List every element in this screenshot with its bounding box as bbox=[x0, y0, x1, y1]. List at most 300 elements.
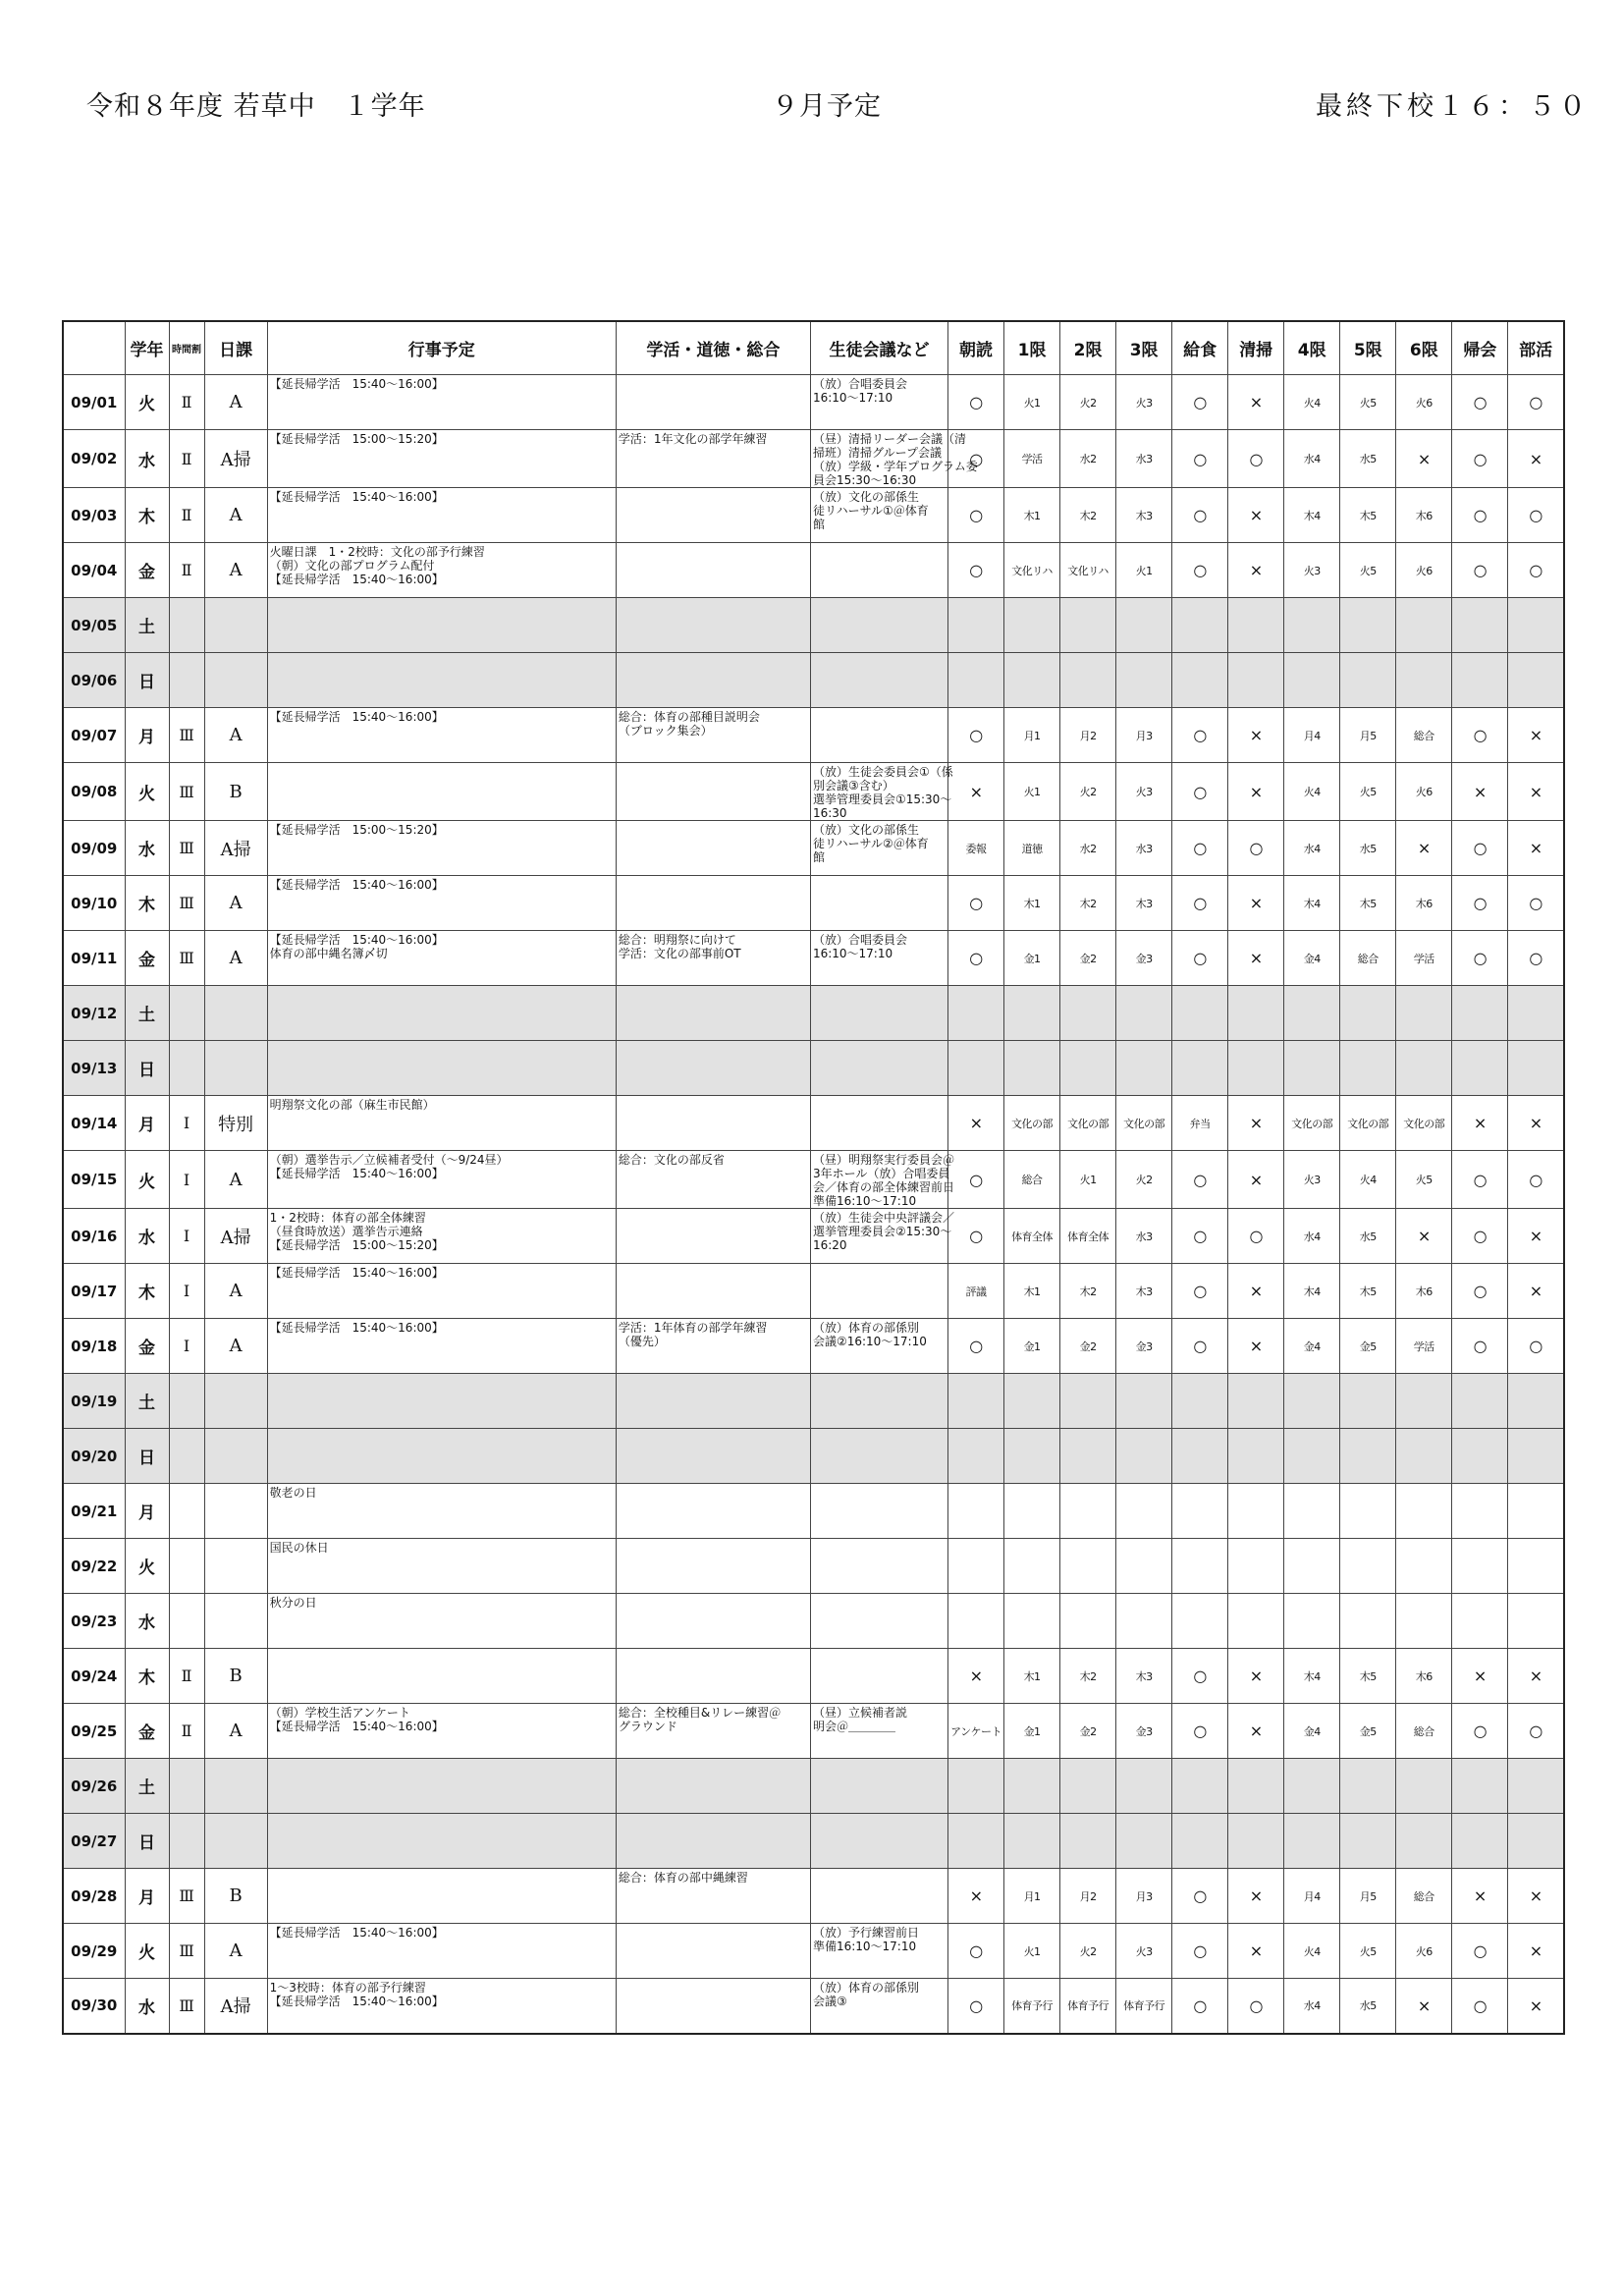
period-cell: ○ bbox=[1172, 708, 1228, 763]
period-cell bbox=[1116, 1594, 1172, 1649]
period-cell: 火4 bbox=[1284, 375, 1340, 430]
event-cell bbox=[267, 1539, 616, 1594]
period-cell: 水4 bbox=[1284, 1979, 1340, 2034]
weekday-cell: 土 bbox=[125, 1759, 169, 1814]
header-month-title: ９月予定 bbox=[772, 91, 882, 122]
date-cell: 09/03 bbox=[63, 488, 125, 543]
council-cell bbox=[810, 1979, 947, 2034]
event-cell bbox=[267, 821, 616, 876]
period-cell bbox=[1172, 653, 1228, 708]
period-cell bbox=[1116, 1429, 1172, 1484]
timetable-cell: Ⅱ bbox=[169, 375, 204, 430]
table-row bbox=[63, 598, 1564, 653]
weekday-cell: 火 bbox=[125, 1924, 169, 1979]
text-line: グラウンド bbox=[618, 1720, 677, 1733]
period-cell: ○ bbox=[1172, 375, 1228, 430]
period-cell bbox=[1172, 1429, 1228, 1484]
weekday-cell: 土 bbox=[125, 598, 169, 653]
day-schedule-cell bbox=[204, 1374, 267, 1429]
date-cell: 09/25 bbox=[63, 1704, 125, 1759]
weekday-cell: 金 bbox=[125, 1704, 169, 1759]
date-cell: 09/10 bbox=[63, 876, 125, 931]
timetable-cell: Ⅱ bbox=[169, 430, 204, 488]
period-cell bbox=[1228, 1041, 1284, 1096]
text-line: 学活：1年文化の部学年練習 bbox=[618, 432, 768, 446]
text-line: 【延長帰学活 15:00～15:20】 bbox=[269, 432, 444, 446]
table-row bbox=[63, 1429, 1564, 1484]
council-cell bbox=[810, 1264, 947, 1319]
column-header: 2限 bbox=[1060, 321, 1116, 375]
table-body bbox=[63, 375, 1564, 2034]
text-line: 【延長帰学活 15:40～16:00】 bbox=[269, 490, 444, 504]
period-cell bbox=[1004, 1041, 1060, 1096]
period-cell: 木6 bbox=[1396, 1649, 1452, 1704]
period-cell: 総合 bbox=[1340, 931, 1396, 986]
table-header-row bbox=[63, 321, 1564, 375]
period-cell: 総合 bbox=[1396, 708, 1452, 763]
timetable-cell: Ⅰ bbox=[169, 1151, 204, 1209]
event-cell bbox=[267, 488, 616, 543]
period-cell bbox=[1452, 1539, 1508, 1594]
period-cell: 火2 bbox=[1060, 1924, 1116, 1979]
period-cell: 文化リハ bbox=[1060, 543, 1116, 598]
period-cell bbox=[1060, 1814, 1116, 1869]
day-schedule-cell: A bbox=[204, 488, 267, 543]
class-activity-cell bbox=[616, 986, 810, 1041]
text-line: 国民の休日 bbox=[269, 1541, 329, 1555]
text-line: 明翔祭文化の部（麻生市民館） bbox=[269, 1098, 435, 1112]
period-cell bbox=[1228, 1374, 1284, 1429]
weekday-cell: 月 bbox=[125, 1869, 169, 1924]
period-cell bbox=[1284, 1759, 1340, 1814]
period-cell: ○ bbox=[1508, 488, 1564, 543]
text-line: （昼）立候補者説 bbox=[812, 1706, 907, 1720]
period-cell: 金5 bbox=[1340, 1704, 1396, 1759]
period-cell: 文化の部 bbox=[1284, 1096, 1340, 1151]
period-cell: 金2 bbox=[1060, 931, 1116, 986]
text-line: 【延長帰学活 15:40～16:00】 bbox=[269, 1926, 444, 1940]
weekday-cell: 火 bbox=[125, 763, 169, 821]
period-cell: 火3 bbox=[1116, 375, 1172, 430]
period-cell: ○ bbox=[1172, 821, 1228, 876]
text-line: 16:10～17:10 bbox=[812, 391, 893, 405]
period-cell bbox=[1396, 598, 1452, 653]
day-schedule-cell bbox=[204, 1814, 267, 1869]
period-cell bbox=[1172, 598, 1228, 653]
period-cell bbox=[1508, 598, 1564, 653]
period-cell: ○ bbox=[1452, 1264, 1508, 1319]
period-cell: ○ bbox=[948, 931, 1004, 986]
period-cell: × bbox=[1228, 1704, 1284, 1759]
period-cell: 火2 bbox=[1060, 763, 1116, 821]
period-cell bbox=[1060, 1041, 1116, 1096]
period-cell: × bbox=[1508, 1264, 1564, 1319]
table-row bbox=[63, 430, 1564, 488]
table-row bbox=[63, 1319, 1564, 1374]
period-cell: 火1 bbox=[1004, 763, 1060, 821]
period-cell bbox=[1340, 1429, 1396, 1484]
period-cell bbox=[948, 1814, 1004, 1869]
period-cell: ○ bbox=[948, 1979, 1004, 2034]
weekday-cell: 水 bbox=[125, 430, 169, 488]
period-cell bbox=[1116, 653, 1172, 708]
table-row bbox=[63, 488, 1564, 543]
period-cell: 木5 bbox=[1340, 876, 1396, 931]
period-cell: ○ bbox=[948, 543, 1004, 598]
period-cell: 体育予行 bbox=[1116, 1979, 1172, 2034]
period-cell bbox=[1452, 1759, 1508, 1814]
timetable-cell bbox=[169, 986, 204, 1041]
text-line: 選挙管理委員会①15:30～ bbox=[812, 793, 952, 806]
period-cell bbox=[1004, 1814, 1060, 1869]
event-cell bbox=[267, 1429, 616, 1484]
period-cell: 木5 bbox=[1340, 488, 1396, 543]
day-schedule-cell bbox=[204, 1484, 267, 1539]
period-cell: ○ bbox=[1172, 1151, 1228, 1209]
period-cell: 月1 bbox=[1004, 1869, 1060, 1924]
period-cell: 評議 bbox=[948, 1264, 1004, 1319]
period-cell: ○ bbox=[1172, 763, 1228, 821]
period-cell: 月1 bbox=[1004, 708, 1060, 763]
period-cell: 弁当 bbox=[1172, 1096, 1228, 1151]
period-cell: 木3 bbox=[1116, 1649, 1172, 1704]
period-cell bbox=[1060, 1759, 1116, 1814]
period-cell: 月2 bbox=[1060, 708, 1116, 763]
period-cell: × bbox=[1228, 1924, 1284, 1979]
period-cell bbox=[1508, 1594, 1564, 1649]
text-line: 【延長帰学活 15:40～16:00】 bbox=[269, 710, 444, 724]
text-line: （昼食時放送）選挙告示連絡 bbox=[269, 1225, 423, 1238]
event-cell bbox=[267, 931, 616, 986]
period-cell: × bbox=[1228, 1151, 1284, 1209]
period-cell: 木6 bbox=[1396, 876, 1452, 931]
table-row bbox=[63, 1041, 1564, 1096]
council-cell bbox=[810, 653, 947, 708]
date-cell: 09/28 bbox=[63, 1869, 125, 1924]
timetable-cell: Ⅲ bbox=[169, 876, 204, 931]
period-cell: 火4 bbox=[1284, 1924, 1340, 1979]
period-cell: 火2 bbox=[1060, 375, 1116, 430]
council-cell bbox=[810, 1096, 947, 1151]
period-cell bbox=[1228, 1814, 1284, 1869]
period-cell: 金1 bbox=[1004, 1704, 1060, 1759]
weekday-cell: 日 bbox=[125, 1429, 169, 1484]
period-cell bbox=[948, 1594, 1004, 1649]
period-cell: 木2 bbox=[1060, 1264, 1116, 1319]
period-cell: ○ bbox=[1452, 876, 1508, 931]
class-activity-cell bbox=[616, 1704, 810, 1759]
period-cell: 木1 bbox=[1004, 1264, 1060, 1319]
period-cell bbox=[1116, 1539, 1172, 1594]
class-activity-cell bbox=[616, 763, 810, 821]
timetable-cell: Ⅲ bbox=[169, 1869, 204, 1924]
period-cell: ○ bbox=[1452, 488, 1508, 543]
period-cell: 月2 bbox=[1060, 1869, 1116, 1924]
period-cell: 総合 bbox=[1396, 1869, 1452, 1924]
period-cell bbox=[1396, 1594, 1452, 1649]
period-cell: ○ bbox=[1172, 1924, 1228, 1979]
text-line: 準備16:10～17:10 bbox=[812, 1940, 917, 1953]
period-cell: ○ bbox=[1452, 1979, 1508, 2034]
council-cell bbox=[810, 1869, 947, 1924]
period-cell: 木3 bbox=[1116, 488, 1172, 543]
text-line: （放）文化の部係生 bbox=[812, 490, 919, 504]
text-line: 16:20 bbox=[812, 1238, 847, 1252]
text-line: 明会＠＿＿＿＿ bbox=[812, 1720, 895, 1733]
table-row bbox=[63, 1759, 1564, 1814]
period-cell bbox=[1172, 1484, 1228, 1539]
period-cell: 木3 bbox=[1116, 876, 1172, 931]
day-schedule-cell: A bbox=[204, 1151, 267, 1209]
text-line: 徒リハーサル①＠体育 bbox=[812, 504, 929, 518]
period-cell: ○ bbox=[1508, 543, 1564, 598]
period-cell bbox=[1340, 1539, 1396, 1594]
weekday-cell: 月 bbox=[125, 1484, 169, 1539]
text-line: 【延長帰学活 15:40～16:00】 bbox=[269, 573, 444, 586]
period-cell bbox=[1172, 1814, 1228, 1869]
column-header: 帰会 bbox=[1452, 321, 1508, 375]
council-cell bbox=[810, 430, 978, 488]
council-cell bbox=[810, 1484, 947, 1539]
period-cell: 金2 bbox=[1060, 1319, 1116, 1374]
class-activity-cell bbox=[616, 821, 810, 876]
event-cell bbox=[267, 876, 616, 931]
timetable-cell bbox=[169, 1374, 204, 1429]
period-cell bbox=[1116, 598, 1172, 653]
day-schedule-cell: A bbox=[204, 708, 267, 763]
period-cell: × bbox=[1508, 430, 1564, 488]
period-cell bbox=[1508, 1539, 1564, 1594]
period-cell: ○ bbox=[1452, 708, 1508, 763]
table-row bbox=[63, 543, 1564, 598]
date-cell: 09/01 bbox=[63, 375, 125, 430]
period-cell: 金3 bbox=[1116, 1319, 1172, 1374]
text-line: （昼）清掃リーダー会議（清 bbox=[812, 432, 966, 446]
class-activity-cell bbox=[616, 488, 810, 543]
table-row bbox=[63, 986, 1564, 1041]
class-activity-cell bbox=[616, 931, 810, 986]
period-cell bbox=[1116, 986, 1172, 1041]
date-cell: 09/29 bbox=[63, 1924, 125, 1979]
period-cell: 火6 bbox=[1396, 763, 1452, 821]
timetable-cell bbox=[169, 1539, 204, 1594]
period-cell: 火5 bbox=[1340, 1924, 1396, 1979]
period-cell bbox=[1340, 986, 1396, 1041]
column-header: 日課 bbox=[204, 321, 267, 375]
text-line: 員会15:30～16:30 bbox=[812, 473, 917, 487]
text-line: 準備16:10～17:10 bbox=[812, 1194, 917, 1208]
period-cell: 文化の部 bbox=[1396, 1096, 1452, 1151]
period-cell: 火2 bbox=[1116, 1151, 1172, 1209]
period-cell: ○ bbox=[948, 375, 1004, 430]
period-cell: ○ bbox=[1452, 1319, 1508, 1374]
period-cell bbox=[1452, 986, 1508, 1041]
period-cell bbox=[1004, 598, 1060, 653]
class-activity-cell bbox=[616, 598, 810, 653]
timetable-cell: Ⅱ bbox=[169, 1649, 204, 1704]
weekday-cell: 日 bbox=[125, 653, 169, 708]
day-schedule-cell: B bbox=[204, 1649, 267, 1704]
period-cell bbox=[1228, 1759, 1284, 1814]
period-cell: 火1 bbox=[1004, 375, 1060, 430]
period-cell: ○ bbox=[1452, 430, 1508, 488]
period-cell: × bbox=[1452, 1096, 1508, 1151]
text-line: 会議③ bbox=[812, 1995, 847, 2008]
period-cell: 体育予行 bbox=[1004, 1979, 1060, 2034]
text-line: （放）学級・学年プログラム委 bbox=[812, 460, 978, 473]
period-cell: 水2 bbox=[1060, 821, 1116, 876]
period-cell bbox=[1340, 1594, 1396, 1649]
period-cell bbox=[1228, 986, 1284, 1041]
period-cell: 火5 bbox=[1340, 375, 1396, 430]
weekday-cell: 日 bbox=[125, 1814, 169, 1869]
day-schedule-cell: B bbox=[204, 1869, 267, 1924]
council-cell bbox=[810, 1319, 947, 1374]
period-cell: × bbox=[1228, 488, 1284, 543]
period-cell bbox=[948, 1484, 1004, 1539]
text-line: 火曜日課 1・2校時：文化の部予行練習 bbox=[269, 545, 485, 559]
period-cell bbox=[1396, 1539, 1452, 1594]
day-schedule-cell: A bbox=[204, 543, 267, 598]
event-cell bbox=[267, 1319, 616, 1374]
table-row bbox=[63, 1649, 1564, 1704]
council-cell bbox=[810, 1924, 947, 1979]
table-row bbox=[63, 931, 1564, 986]
period-cell bbox=[1116, 1759, 1172, 1814]
council-cell bbox=[810, 1374, 947, 1429]
period-cell: 文化の部 bbox=[1060, 1096, 1116, 1151]
class-activity-cell bbox=[616, 1594, 810, 1649]
day-schedule-cell: A掃 bbox=[204, 821, 267, 876]
period-cell bbox=[1340, 1484, 1396, 1539]
period-cell: × bbox=[1452, 763, 1508, 821]
period-cell bbox=[1060, 986, 1116, 1041]
period-cell bbox=[1228, 1429, 1284, 1484]
period-cell bbox=[1340, 598, 1396, 653]
class-activity-cell bbox=[616, 1041, 810, 1096]
period-cell: 木5 bbox=[1340, 1264, 1396, 1319]
period-cell bbox=[1060, 653, 1116, 708]
text-line: 【延長帰学活 15:40～16:00】 bbox=[269, 1321, 444, 1335]
class-activity-cell bbox=[616, 1096, 810, 1151]
day-schedule-cell: 特別 bbox=[204, 1096, 267, 1151]
period-cell bbox=[1396, 653, 1452, 708]
period-cell: 火3 bbox=[1284, 1151, 1340, 1209]
period-cell: ○ bbox=[1508, 1151, 1564, 1209]
period-cell: × bbox=[1508, 1924, 1564, 1979]
period-cell bbox=[1508, 986, 1564, 1041]
period-cell: × bbox=[1508, 1979, 1564, 2034]
period-cell: ○ bbox=[1172, 876, 1228, 931]
period-cell bbox=[1004, 1539, 1060, 1594]
event-cell bbox=[267, 1759, 616, 1814]
period-cell bbox=[1116, 1484, 1172, 1539]
schedule-table bbox=[62, 320, 1565, 2035]
date-cell: 09/30 bbox=[63, 1979, 125, 2034]
column-header bbox=[63, 321, 125, 375]
period-cell: 委報 bbox=[948, 821, 1004, 876]
day-schedule-cell: A掃 bbox=[204, 1979, 267, 2034]
class-activity-cell bbox=[616, 653, 810, 708]
timetable-cell: Ⅲ bbox=[169, 1924, 204, 1979]
period-cell bbox=[1284, 1539, 1340, 1594]
column-header: 給食 bbox=[1172, 321, 1228, 375]
council-cell bbox=[810, 375, 947, 430]
date-cell: 09/17 bbox=[63, 1264, 125, 1319]
period-cell: 道徳 bbox=[1004, 821, 1060, 876]
day-schedule-cell bbox=[204, 1041, 267, 1096]
class-activity-cell bbox=[616, 1374, 810, 1429]
weekday-cell: 土 bbox=[125, 986, 169, 1041]
period-cell bbox=[1004, 1429, 1060, 1484]
period-cell: ○ bbox=[1172, 1869, 1228, 1924]
period-cell: アンケート bbox=[948, 1704, 1004, 1759]
text-line: （放）文化の部係生 bbox=[812, 823, 919, 837]
text-line: （放）生徒会中央評議会／ bbox=[812, 1211, 954, 1225]
period-cell bbox=[1060, 1429, 1116, 1484]
text-line: （朝）選挙告示／立候補者受付（～9/24昼） bbox=[269, 1153, 509, 1167]
period-cell: 文化の部 bbox=[1004, 1096, 1060, 1151]
timetable-cell: Ⅰ bbox=[169, 1319, 204, 1374]
weekday-cell: 火 bbox=[125, 1539, 169, 1594]
event-cell bbox=[267, 598, 616, 653]
period-cell bbox=[1004, 653, 1060, 708]
period-cell bbox=[1396, 1484, 1452, 1539]
period-cell: ○ bbox=[1172, 1649, 1228, 1704]
period-cell: 金1 bbox=[1004, 931, 1060, 986]
text-line: （優先） bbox=[618, 1335, 666, 1348]
text-line: 総合：体育の部中縄練習 bbox=[618, 1871, 748, 1885]
timetable-cell: Ⅰ bbox=[169, 1209, 204, 1264]
period-cell: 木2 bbox=[1060, 876, 1116, 931]
council-cell bbox=[810, 931, 947, 986]
event-cell bbox=[267, 1814, 616, 1869]
period-cell bbox=[1452, 1484, 1508, 1539]
event-cell bbox=[267, 1869, 616, 1924]
day-schedule-cell: A bbox=[204, 1319, 267, 1374]
period-cell: 木4 bbox=[1284, 488, 1340, 543]
day-schedule-cell bbox=[204, 1594, 267, 1649]
event-cell bbox=[267, 1264, 616, 1319]
period-cell bbox=[1396, 986, 1452, 1041]
period-cell: 木6 bbox=[1396, 1264, 1452, 1319]
date-cell: 09/11 bbox=[63, 931, 125, 986]
class-activity-cell bbox=[616, 1429, 810, 1484]
event-cell bbox=[267, 1041, 616, 1096]
column-header: 学年 bbox=[125, 321, 169, 375]
event-cell bbox=[267, 1484, 616, 1539]
period-cell: × bbox=[1452, 1649, 1508, 1704]
period-cell: ○ bbox=[948, 1151, 1004, 1209]
text-line: （放）体育の部係別 bbox=[812, 1981, 919, 1995]
period-cell: ○ bbox=[1452, 1151, 1508, 1209]
weekday-cell: 木 bbox=[125, 1264, 169, 1319]
timetable-cell: Ⅲ bbox=[169, 1979, 204, 2034]
period-cell: 水3 bbox=[1116, 821, 1172, 876]
period-cell: 水2 bbox=[1060, 430, 1116, 488]
text-line: （ブロック集会） bbox=[618, 724, 713, 738]
table-row bbox=[63, 1484, 1564, 1539]
text-line: 総合：明翔祭に向けて bbox=[618, 933, 736, 947]
text-line: 館 bbox=[812, 518, 825, 531]
class-activity-cell bbox=[616, 1649, 810, 1704]
text-line: 秋分の日 bbox=[269, 1596, 317, 1610]
period-cell: 水4 bbox=[1284, 1209, 1340, 1264]
period-cell: ○ bbox=[1452, 821, 1508, 876]
period-cell: × bbox=[1228, 708, 1284, 763]
text-line: 学活：1年体育の部学年練習 bbox=[618, 1321, 768, 1335]
timetable-cell: Ⅰ bbox=[169, 1264, 204, 1319]
